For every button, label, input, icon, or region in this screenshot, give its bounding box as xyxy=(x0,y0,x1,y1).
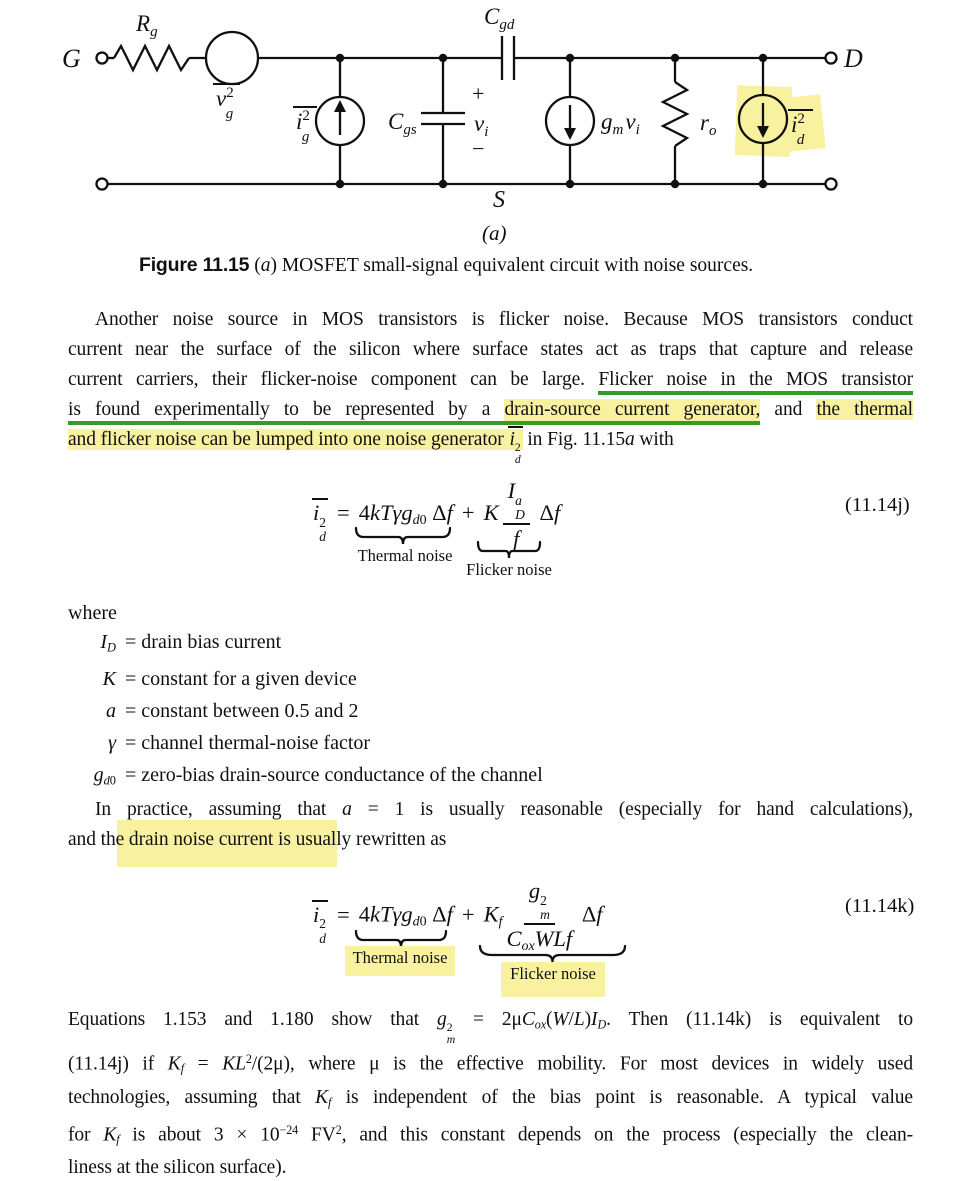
text-segment: d xyxy=(319,930,327,946)
text-segment: + xyxy=(461,500,475,526)
text-segment: K xyxy=(102,668,116,691)
text-segment xyxy=(125,626,281,663)
text-segment xyxy=(507,878,573,955)
text-segment: D xyxy=(515,506,525,522)
text-line xyxy=(68,1117,913,1154)
paragraph-equations xyxy=(68,1006,913,1181)
text-segment: W xyxy=(552,1009,569,1030)
text-segment xyxy=(312,498,328,544)
text-segment: / xyxy=(568,1009,574,1030)
terminal-d xyxy=(826,53,837,64)
circuit-diagram xyxy=(0,0,959,250)
text-segment: = drain bias current xyxy=(125,631,282,653)
text-segment xyxy=(508,429,522,467)
text-segment: 0 xyxy=(419,513,427,529)
text-segment: + xyxy=(461,901,475,927)
text-segment: D xyxy=(597,1017,607,1032)
label-id: $i^2$ d xyxy=(791,111,805,148)
text-line xyxy=(66,663,866,695)
text-segment: d xyxy=(103,773,110,788)
label-rg: $R_g$ xyxy=(136,11,158,40)
flicker-noise-label: Flicker noise xyxy=(466,560,552,579)
text-segment: WLf xyxy=(534,926,573,952)
text-segment: kTγg xyxy=(369,901,413,927)
text-segment: = zero-bias drain-source conductance of the channel xyxy=(125,764,543,787)
text-segment: = constant for a given device xyxy=(125,668,357,691)
text-segment: C xyxy=(506,926,522,952)
text-segment: I xyxy=(591,1009,598,1030)
text-segment: f xyxy=(498,914,503,930)
text-segment: 2 xyxy=(540,892,547,908)
label-vi-plus: + xyxy=(472,81,485,106)
text-segment: f xyxy=(116,1132,120,1147)
text-line xyxy=(68,795,913,825)
arrow-up-icon xyxy=(334,100,346,112)
text-line xyxy=(68,1046,913,1083)
text-segment xyxy=(125,695,358,727)
text-segment: f xyxy=(446,500,453,526)
text-segment: K xyxy=(483,901,499,927)
text-segment: = xyxy=(337,500,350,526)
text-line xyxy=(68,1084,913,1117)
label-d-terminal: D xyxy=(844,44,863,73)
terminal-s-right xyxy=(826,179,837,190)
label-cgd: $C_{gd}$ xyxy=(484,4,515,33)
text-segment: C xyxy=(521,1009,535,1030)
text-segment: −24 xyxy=(279,1122,299,1137)
text-segment: d xyxy=(514,453,521,467)
text-segment: K xyxy=(167,1053,181,1075)
text-segment xyxy=(540,894,550,922)
text-segment xyxy=(312,900,328,946)
text-line xyxy=(68,395,913,425)
text-segment: 2 xyxy=(446,1020,453,1034)
text-segment: (11.14j) if xyxy=(68,1053,168,1075)
text-segment: = 1 is usually reasonable (especially for hand calculations), xyxy=(351,799,913,820)
text-segment: a xyxy=(625,429,635,450)
text-segment: technologies, assuming that xyxy=(68,1086,316,1108)
text-segment: f xyxy=(513,526,520,552)
text-segment: liness at the silicon surface). xyxy=(68,1156,287,1178)
text-segment: 2 xyxy=(245,1052,252,1067)
thermal-noise-label: Thermal noise xyxy=(335,946,465,976)
text-segment: I xyxy=(507,478,516,503)
terminal-s-left xyxy=(97,179,108,190)
text-segment: kTγg xyxy=(369,500,413,526)
text-segment: f xyxy=(446,901,453,927)
text-segment: drain-source current generator, xyxy=(504,399,760,425)
text-segment: 0 xyxy=(109,773,116,788)
text-segment: ( xyxy=(545,1009,553,1030)
text-segment xyxy=(125,759,543,796)
text-line xyxy=(68,365,913,395)
arrow-down-icon xyxy=(564,128,576,140)
text-segment: i xyxy=(313,901,320,927)
text-segment xyxy=(524,878,555,925)
text-segment: Equations 1.153 and 1.180 show that xyxy=(68,1009,438,1030)
text-segment: 2 xyxy=(335,1122,342,1137)
text-segment xyxy=(447,1022,455,1047)
text-segment: f xyxy=(328,1095,332,1110)
label-vi-minus: − xyxy=(472,136,485,161)
text-segment: , and this constant depends on the process (especially the clean- xyxy=(341,1123,913,1145)
text-segment: a xyxy=(106,700,116,723)
text-segment: = 2μ xyxy=(455,1009,522,1030)
text-line xyxy=(68,305,913,335)
text-segment xyxy=(66,626,116,663)
text-segment: ) MOSFET small-signal equivalent circuit with noise sources. xyxy=(270,255,754,276)
text-segment: 0 xyxy=(419,914,427,930)
text-segment: g xyxy=(93,764,104,787)
text-segment: current carriers, their flicker-noise component can be large. xyxy=(68,369,599,390)
text-segment: 2 xyxy=(319,514,327,530)
paragraph-in-practice xyxy=(68,795,913,855)
text-segment: f xyxy=(553,500,561,526)
label-g-terminal: G xyxy=(62,44,81,73)
label-cgs: $C_{gs}$ xyxy=(388,109,417,138)
text-line xyxy=(68,425,913,466)
text-segment: ox xyxy=(521,938,535,954)
text-segment: /(2μ), where μ is the effective mobility. For most devices in widely used xyxy=(251,1053,913,1075)
text-segment xyxy=(125,663,357,695)
label-vg: $v^2$ g xyxy=(216,85,234,122)
text-segment xyxy=(319,917,326,945)
label-gmvi: $g_mv_i$ xyxy=(601,109,640,138)
text-segment: m xyxy=(446,1033,456,1047)
text-segment: is found experimentally to be represented by a xyxy=(68,399,504,425)
text-segment: m xyxy=(540,906,550,922)
text-line xyxy=(68,1006,913,1046)
text-segment: a xyxy=(342,799,352,820)
paragraph-flicker-noise xyxy=(68,305,913,466)
text-segment: a xyxy=(260,255,271,276)
text-segment: ) xyxy=(584,1009,592,1030)
label-subfigure-a: (a) xyxy=(482,221,507,245)
text-segment: g xyxy=(528,878,541,903)
text-segment: FV xyxy=(298,1123,336,1145)
text-line xyxy=(68,1154,913,1181)
text-segment: g xyxy=(437,1009,447,1030)
text-line xyxy=(66,727,866,759)
circuit-wires xyxy=(97,32,837,190)
overbars xyxy=(213,84,813,110)
text-segment: In practice, assuming that xyxy=(95,799,343,820)
text-segment: i xyxy=(509,429,515,450)
equation-number: (11.14j) xyxy=(845,494,910,516)
label-vi: $v_i$ xyxy=(474,111,489,140)
text-segment: d xyxy=(412,513,420,529)
text-segment: d xyxy=(412,914,420,930)
label-ig: $i^2$ g xyxy=(296,108,310,145)
text-segment: KL xyxy=(222,1053,246,1075)
equation-11-14j xyxy=(0,470,959,590)
text-segment xyxy=(515,442,521,467)
text-segment xyxy=(66,695,116,727)
text-segment: Another noise source in MOS transistors is flicker noise. Because MOS transistors conduct xyxy=(95,309,913,330)
text-segment: and the drain noise current is usually rewritten as xyxy=(68,829,447,850)
text-line xyxy=(68,335,913,365)
text-segment: i xyxy=(313,500,320,526)
text-line xyxy=(68,825,913,855)
text-segment xyxy=(319,516,326,544)
text-segment: with xyxy=(634,429,674,450)
text-segment: K xyxy=(103,1123,117,1145)
text-segment: Δ xyxy=(576,901,597,927)
text-segment: = channel thermal-noise factor xyxy=(125,732,371,755)
text-segment: 2 xyxy=(514,440,521,454)
text-segment: Figure 11.15 xyxy=(139,254,250,276)
text-segment xyxy=(515,494,525,522)
text-segment: K xyxy=(483,500,499,526)
text-segment xyxy=(503,478,530,525)
text-segment: K xyxy=(315,1086,329,1108)
text-line xyxy=(139,252,859,279)
text-segment: Flicker noise in the MOS transistor xyxy=(598,369,913,395)
text-segment xyxy=(125,727,370,759)
text-segment: and flicker noise can be lumped into one noise generator xyxy=(68,429,509,450)
resistor-ro xyxy=(663,82,687,146)
text-segment: Δ xyxy=(426,901,447,927)
text-line xyxy=(66,759,866,796)
text-segment: Δ xyxy=(426,500,447,526)
text-segment: d xyxy=(319,529,327,545)
text-segment xyxy=(66,727,116,759)
where-word: where xyxy=(68,602,117,624)
terminal-g xyxy=(97,53,108,64)
text-segment: I xyxy=(100,631,108,653)
text-segment: is about 3 × 10 xyxy=(119,1123,280,1145)
text-segment: ( xyxy=(249,255,261,276)
text-segment xyxy=(66,759,116,796)
text-segment: D xyxy=(107,640,116,655)
text-segment: = xyxy=(183,1053,223,1075)
text-segment: 4 xyxy=(358,500,370,526)
text-segment: ox xyxy=(534,1017,546,1032)
text-segment: γ xyxy=(108,732,116,755)
label-ro: $r_o$ xyxy=(700,110,717,139)
text-segment xyxy=(508,426,522,466)
text-segment: = constant between 0.5 and 2 xyxy=(125,700,359,723)
text-segment: L xyxy=(573,1009,585,1030)
thermal-noise-label: Thermal noise xyxy=(357,546,453,565)
voltage-source-vg xyxy=(206,32,258,84)
text-segment: for xyxy=(68,1123,104,1145)
text-segment: . Then (11.14k) is equivalent to xyxy=(606,1009,914,1030)
figure-caption xyxy=(139,252,859,279)
text-segment: a xyxy=(515,492,522,508)
text-segment: f xyxy=(596,901,603,927)
text-line xyxy=(66,695,866,727)
text-segment: 2 xyxy=(319,916,327,932)
text-segment: f xyxy=(180,1062,184,1077)
text-segment: is independent of the bias point is reasonable. A typical value xyxy=(331,1086,913,1108)
resistor-rg xyxy=(114,46,189,70)
flicker-noise-label: Flicker noise xyxy=(488,962,618,997)
label-s-rail: S xyxy=(493,187,505,213)
text-segment: 4 xyxy=(358,901,370,927)
equation-11-14k xyxy=(0,872,959,1002)
text-line xyxy=(66,626,866,663)
text-segment: current near the surface of the silicon where surface states act as traps that capture and release xyxy=(68,339,913,360)
equation-number: (11.14k) xyxy=(845,895,915,917)
text-segment: Δ xyxy=(533,500,554,526)
text-segment: = xyxy=(337,901,350,927)
text-segment: the thermal xyxy=(816,399,913,420)
symbol-definitions xyxy=(66,626,866,797)
text-segment xyxy=(66,663,116,695)
text-segment: in Fig. 11.15 xyxy=(522,429,625,450)
text-segment: and xyxy=(760,399,817,420)
